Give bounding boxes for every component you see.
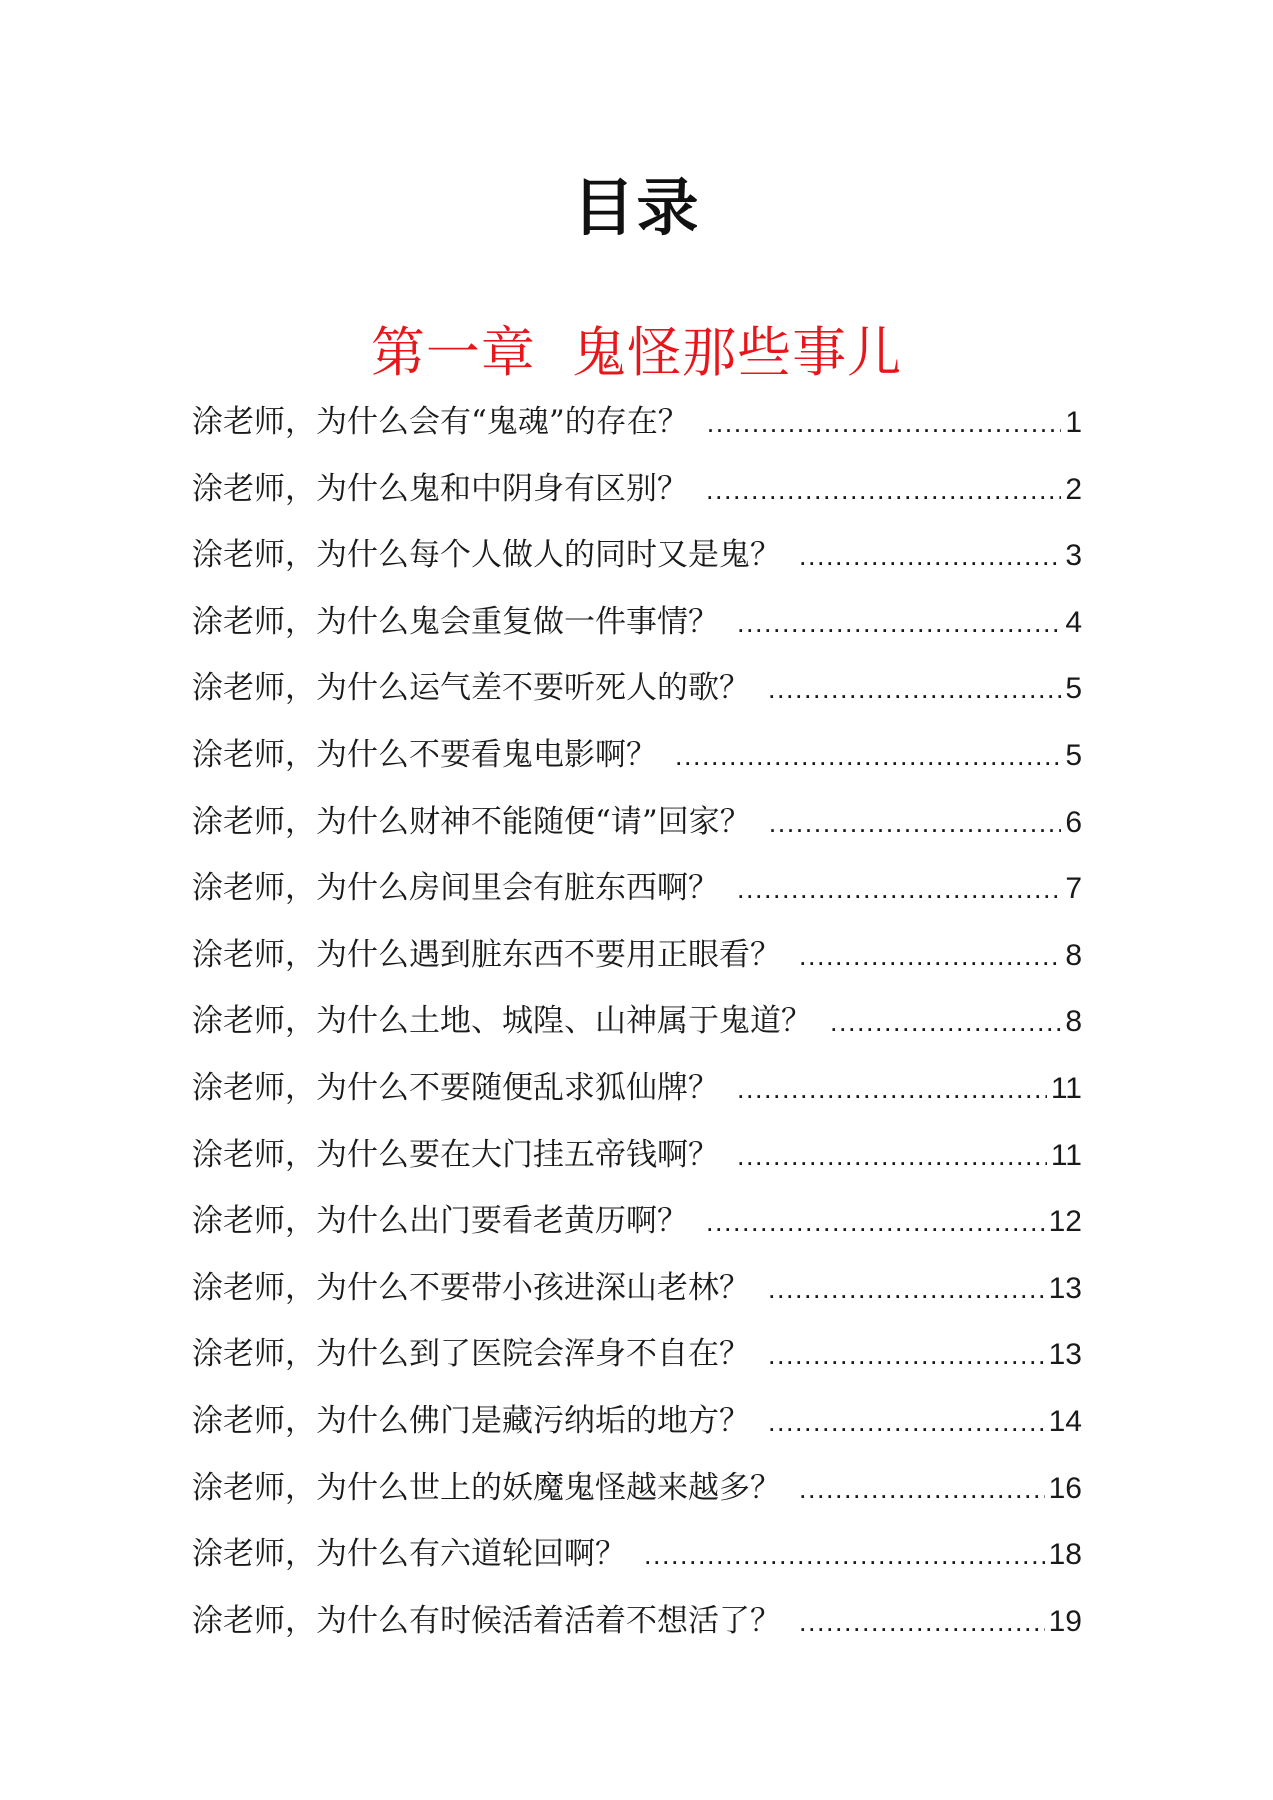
toc-entry-leader-dots [707, 408, 1062, 439]
toc-entry[interactable] [192, 1462, 1082, 1529]
toc-entry-page-number: 5 [1065, 672, 1082, 706]
toc-entry[interactable] [192, 1595, 1082, 1662]
toc-entry-page-number: 12 [1048, 1205, 1082, 1239]
toc-entry[interactable] [192, 796, 1082, 863]
toc-entry[interactable] [192, 1195, 1082, 1262]
toc-entry-leader-dots [799, 1474, 1045, 1505]
page-title: 目录 [572, 171, 701, 244]
toc-entry-page-number: 18 [1048, 1538, 1082, 1572]
toc-entry[interactable] [192, 529, 1082, 596]
toc-entry-page-number: 8 [1065, 938, 1082, 972]
toc-entry-page-number: 14 [1048, 1404, 1082, 1438]
toc-entry-page-number: 5 [1065, 738, 1082, 772]
toc-entry-title: 涂老师，为什么鬼会重复做一件事情？ [192, 603, 719, 640]
toc-entry-title: 涂老师，为什么房间里会有脏东西啊？ [192, 870, 719, 907]
toc-entry[interactable] [192, 1395, 1082, 1462]
toc-entry-title: 涂老师，为什么到了医院会浑身不自在？ [192, 1336, 750, 1373]
toc-entry[interactable] [192, 995, 1082, 1062]
toc-entry-leader-dots [830, 1007, 1061, 1038]
toc-entry[interactable] [192, 662, 1082, 729]
toc-entry-leader-dots [737, 1074, 1047, 1105]
toc-entry[interactable] [192, 1328, 1082, 1395]
toc-entry-title: 涂老师，为什么出门要看老黄历啊？ [192, 1203, 688, 1240]
toc-entry-title: 涂老师，为什么会有“鬼魂”的存在？ [192, 404, 689, 440]
toc-entry-leader-dots [737, 608, 1061, 639]
toc-entry-leader-dots [737, 1141, 1047, 1172]
toc-entry[interactable] [192, 1262, 1082, 1329]
toc-entry-title: 涂老师，为什么不要看鬼电影啊？ [192, 736, 657, 773]
toc-entry-leader-dots [644, 1540, 1045, 1571]
toc-entry-title: 涂老师，为什么有六道轮回啊？ [192, 1536, 626, 1573]
toc-entry-leader-dots [706, 1207, 1045, 1238]
toc-entry[interactable] [192, 463, 1082, 530]
toc-entry-leader-dots [675, 741, 1061, 772]
toc-entry-page-number: 19 [1048, 1604, 1082, 1638]
toc-entry-title: 涂老师，为什么要在大门挂五帝钱啊？ [192, 1136, 719, 1173]
toc-entry-leader-dots [769, 808, 1062, 839]
toc-entry-title: 涂老师，为什么运气差不要听死人的歌？ [192, 670, 750, 707]
toc-entry-leader-dots [768, 1340, 1045, 1371]
toc-entry-leader-dots [768, 674, 1061, 705]
toc-entry-leader-dots [799, 1607, 1045, 1638]
toc-entry[interactable] [192, 862, 1082, 929]
toc-entry-page-number: 4 [1065, 605, 1082, 639]
toc-entry-title: 涂老师，为什么不要带小孩进深山老林？ [192, 1269, 750, 1306]
toc-entry-page-number: 16 [1048, 1471, 1082, 1505]
toc-entry-leader-dots [768, 1407, 1045, 1438]
toc-entry-title: 涂老师，为什么每个人做人的同时又是鬼？ [192, 537, 781, 574]
toc-entry-title: 涂老师，为什么财神不能随便“请”回家？ [192, 803, 751, 840]
toc-entry-title: 涂老师，为什么世上的妖魔鬼怪越来越多？ [192, 1469, 781, 1506]
toc-entry-leader-dots [706, 475, 1061, 506]
toc-entry-title: 涂老师，为什么土地、城隍、山神属于鬼道？ [192, 1003, 812, 1040]
toc-entry[interactable] [192, 596, 1082, 663]
toc-entry[interactable] [192, 1062, 1082, 1129]
toc-entry-page-number: 2 [1065, 472, 1082, 506]
toc-entry-leader-dots [799, 941, 1061, 972]
toc-entry-page-number: 3 [1065, 539, 1082, 573]
toc-entry-title: 涂老师，为什么遇到脏东西不要用正眼看？ [192, 936, 781, 973]
toc-entry-page-number: 6 [1065, 805, 1082, 839]
toc-entry-title: 涂老师，为什么佛门是藏污纳垢的地方？ [192, 1402, 750, 1439]
toc-entry[interactable] [192, 729, 1082, 796]
toc-entry[interactable] [192, 396, 1082, 463]
toc-entry-title: 涂老师，为什么鬼和中阴身有区别？ [192, 470, 688, 507]
chapter-heading: 第一章 鬼怪那些事儿 [370, 321, 903, 384]
toc-entry-page-number: 11 [1050, 1138, 1082, 1172]
toc-entry-page-number: 7 [1065, 872, 1082, 906]
toc-entry-leader-dots [768, 1274, 1045, 1305]
toc-entry-leader-dots [799, 541, 1061, 572]
toc-entry-page-number: 13 [1048, 1271, 1082, 1305]
toc-entry-title: 涂老师，为什么不要随便乱求狐仙牌？ [192, 1069, 719, 1106]
toc-entry-page-number: 1 [1065, 406, 1082, 439]
toc-list [192, 396, 1082, 1661]
toc-entry-page-number: 11 [1050, 1071, 1082, 1105]
toc-entry-page-number: 8 [1065, 1005, 1082, 1039]
toc-entry-title: 涂老师，为什么有时候活着活着不想活了？ [192, 1602, 781, 1639]
toc-entry[interactable] [192, 929, 1082, 996]
toc-entry[interactable] [192, 1528, 1082, 1595]
toc-entry-page-number: 13 [1048, 1338, 1082, 1372]
toc-entry-leader-dots [737, 874, 1061, 905]
toc-entry[interactable] [192, 1129, 1082, 1196]
